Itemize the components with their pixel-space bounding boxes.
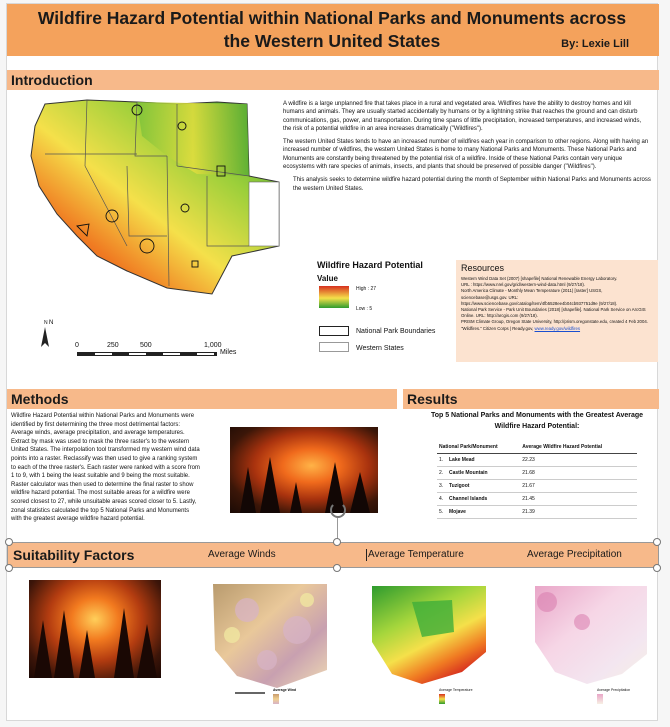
table-row	[437, 492, 637, 505]
resource-link[interactable]: www.ready.gov/wildfires	[534, 325, 581, 331]
legend-title: Wildfire Hazard Potential	[317, 260, 423, 270]
hazard-map-graphic	[17, 96, 279, 326]
wildfire-photo-suitability[interactable]	[29, 580, 161, 678]
resource-ref-3: North America Climate - Monthly Mean Temperature (2011) [raster] USGS,	[461, 288, 603, 294]
forest-fire-trees-graphic	[29, 580, 161, 678]
legend-states: Western States	[356, 345, 404, 352]
intro-paragraph-1: A wildfire is a large unplanned fire that takes place in a rural and vegetated area. Wildfires have the ability to destroy homes and kill humans and animals. They are usually started accidentally by humans or by a lightning strike that reaches the ground and can disturb communications, gas, power, and transportation. During time spans of little precipitation, increased temperatures, and increased winds, the risk of a potential wildfire in an area increases dramatically ("Wildfires").	[283, 101, 642, 132]
resource-ref-8-text: "Wildfires." Citizen Corps | Ready.gov,	[461, 325, 535, 331]
resource-ref-1: Western Wind Data Set (2007) [shapefile] National Renewable Energy Laboratory.	[461, 276, 618, 281]
value-cell: 21.39	[520, 505, 637, 518]
winds-map[interactable]	[207, 580, 332, 690]
intro-paragraph-3: This analysis seeks to determine wildfire hazard potential during the month of September within National Parks and Monuments across the western United States.	[293, 177, 651, 192]
precipitation-legend-title: Average Precipitation	[597, 688, 631, 692]
table-row	[437, 479, 637, 492]
results-header-value: Average Wildfire Hazard Potential	[520, 442, 637, 453]
table-row	[437, 453, 637, 466]
legend-boundaries: National Park Boundaries	[356, 328, 436, 335]
north-arrow-label: N	[49, 320, 54, 326]
temperature-map[interactable]	[362, 582, 492, 687]
wildfire-photo-methods[interactable]	[230, 427, 378, 513]
legend-value-label: Value	[317, 274, 338, 283]
rank-cell: 2.	[437, 466, 447, 479]
rotate-handle-icon[interactable]	[330, 502, 346, 518]
intro-text	[283, 100, 651, 198]
results-header-park: National Park/Monument	[437, 442, 520, 453]
resource-ref-5: https://www.sciencebase.gov/catalog/item/4fb5528ee4b04cb937751d9e (9/27/18).	[461, 300, 618, 306]
legend-gradient	[319, 286, 349, 308]
results-heading[interactable]: Results	[407, 391, 458, 407]
scale-tick-0: 0	[75, 342, 79, 349]
resource-ref-4: sciencebase@usgs.gov. URL:	[461, 294, 519, 300]
selection-handle-tm[interactable]	[333, 538, 341, 546]
author-line[interactable]: By: Lexie Lill	[561, 38, 629, 50]
resource-ref-7: PRISM Climate Group, Oregon State University, http://prism.oregonstate.edu, created 4 Feb 2004.	[461, 319, 648, 325]
intro-paragraph-2: The western United States tends to have an increased number of wildfires each year in comparison to other regions. Along with having an increased number of wildfires, the western United States is home to many National Parks and Monuments. These National Parks and Monuments are constantly being threatened by the potential risk of a wildfire. Inside of these National Parks contain very unique ecosystems with rare species of animals, insects, and plants that should be preserved of possible danger ("Wildfires").	[283, 139, 649, 171]
resources-heading: Resources	[461, 263, 505, 273]
park-name-cell: Lake Mead	[447, 453, 520, 466]
table-row	[437, 466, 637, 479]
winds-legend-scale	[235, 692, 265, 694]
park-name-cell: Castle Mountain	[447, 466, 520, 479]
scale-tick-1000: 1,000	[204, 342, 222, 349]
wildfire-trees-graphic	[230, 427, 378, 513]
title-band	[7, 4, 659, 56]
temperature-map-graphic	[362, 582, 492, 687]
legend-boundary-swatch	[319, 326, 349, 336]
winds-legend	[235, 688, 315, 708]
winds-legend-swatch	[273, 694, 279, 704]
results-header-row	[437, 442, 637, 453]
suitability-heading[interactable]: Suitability Factors	[13, 547, 135, 563]
precipitation-legend-swatch	[597, 694, 603, 704]
precipitation-map[interactable]	[527, 582, 652, 687]
rank-cell: 1.	[437, 453, 447, 466]
temperature-legend	[439, 688, 499, 708]
precipitation-legend	[597, 688, 657, 708]
table-row	[437, 505, 637, 518]
poster-title[interactable]: Wildfire Hazard Potential within National Parks and Monuments across the Western United States	[37, 8, 627, 51]
poster	[6, 3, 658, 721]
winds-map-graphic	[207, 580, 332, 690]
text-cursor	[366, 549, 367, 561]
north-label: N	[44, 320, 48, 326]
park-name-cell: Tuzigoot	[447, 479, 520, 492]
scale-unit: Miles	[220, 349, 237, 356]
scale-tick-250: 250	[107, 342, 119, 349]
legend-states-swatch	[319, 342, 349, 352]
value-cell: 21.67	[520, 479, 637, 492]
rank-cell: 4.	[437, 492, 447, 505]
selection-handle-br[interactable]	[653, 564, 661, 572]
legend-high: High : 27	[356, 286, 377, 292]
park-name-cell: Channel Islands	[447, 492, 520, 505]
winds-legend-title: Average Wind	[273, 688, 297, 692]
legend-low: Low : 5	[356, 306, 373, 312]
value-cell: 22.23	[520, 453, 637, 466]
resource-ref-2: URL : https://www.nrel.gov/grid/western-wind-data.html (9/27/18).	[461, 282, 586, 288]
selection-handle-tr[interactable]	[653, 538, 661, 546]
scale-bar	[77, 352, 217, 356]
factor-label-precipitation[interactable]: Average Precipitation	[527, 549, 622, 560]
north-arrow-icon	[40, 327, 50, 349]
introduction-heading[interactable]: Introduction	[11, 72, 93, 88]
park-name-cell: Mojave	[447, 505, 520, 518]
rank-cell: 3.	[437, 479, 447, 492]
resources-box	[456, 260, 658, 362]
results-table	[437, 442, 637, 519]
resource-ref-6: National Park Service - Park Unit Boundaries (2018) [shapefile]. National Park Service on ArcGIS Online. URL: http://arcgis.com (9/27/18).	[461, 307, 646, 319]
selection-handle-tl[interactable]	[5, 538, 13, 546]
hazard-map[interactable]	[17, 96, 279, 326]
temperature-legend-title: Average Temperature	[439, 688, 473, 692]
factor-label-temperature[interactable]: Average Temperature	[368, 549, 464, 560]
methods-heading[interactable]: Methods	[11, 391, 69, 407]
factor-label-winds[interactable]: Average Winds	[208, 549, 276, 560]
precipitation-map-graphic	[527, 582, 652, 687]
value-cell: 21.45	[520, 492, 637, 505]
introduction-band	[7, 70, 659, 90]
value-cell: 21.68	[520, 466, 637, 479]
scale-tick-500: 500	[140, 342, 152, 349]
selection-handle-bm[interactable]	[333, 564, 341, 572]
resource-ref-8	[461, 326, 653, 332]
selection-handle-bl[interactable]	[5, 564, 13, 572]
results-table-title: Top 5 National Parks and Monuments with the Greatest Average Wildfire Hazard Potential:	[430, 412, 644, 430]
rank-cell: 5.	[437, 505, 447, 518]
temperature-legend-swatch	[439, 694, 445, 704]
methods-text: Wildfire Hazard Potential within National Parks and Monuments were identified by first determining the three most detrimental factors: Average winds, average precipitation, and average temperatures. Extract by mask was used to mask the three raster's to the western United States. The interpolation tool transformed my western wind data points into a raster. Reclassify was then used to give a ranking system to each of the three raster's. Each raster were ranked with a score from 1 to 9, with 1 being the least suitable and 9 being the most suitable. Raster calculator was then used to determine the final raster to show wildfire hazard potential. The most suitable areas for a wildfire were scored closest to 27, while unsuitable areas scored closer to 5. Lastly, zonal statistics calculated the top 5 National Parks and Monuments with the greatest average wildfire hazard potential.	[11, 413, 200, 523]
